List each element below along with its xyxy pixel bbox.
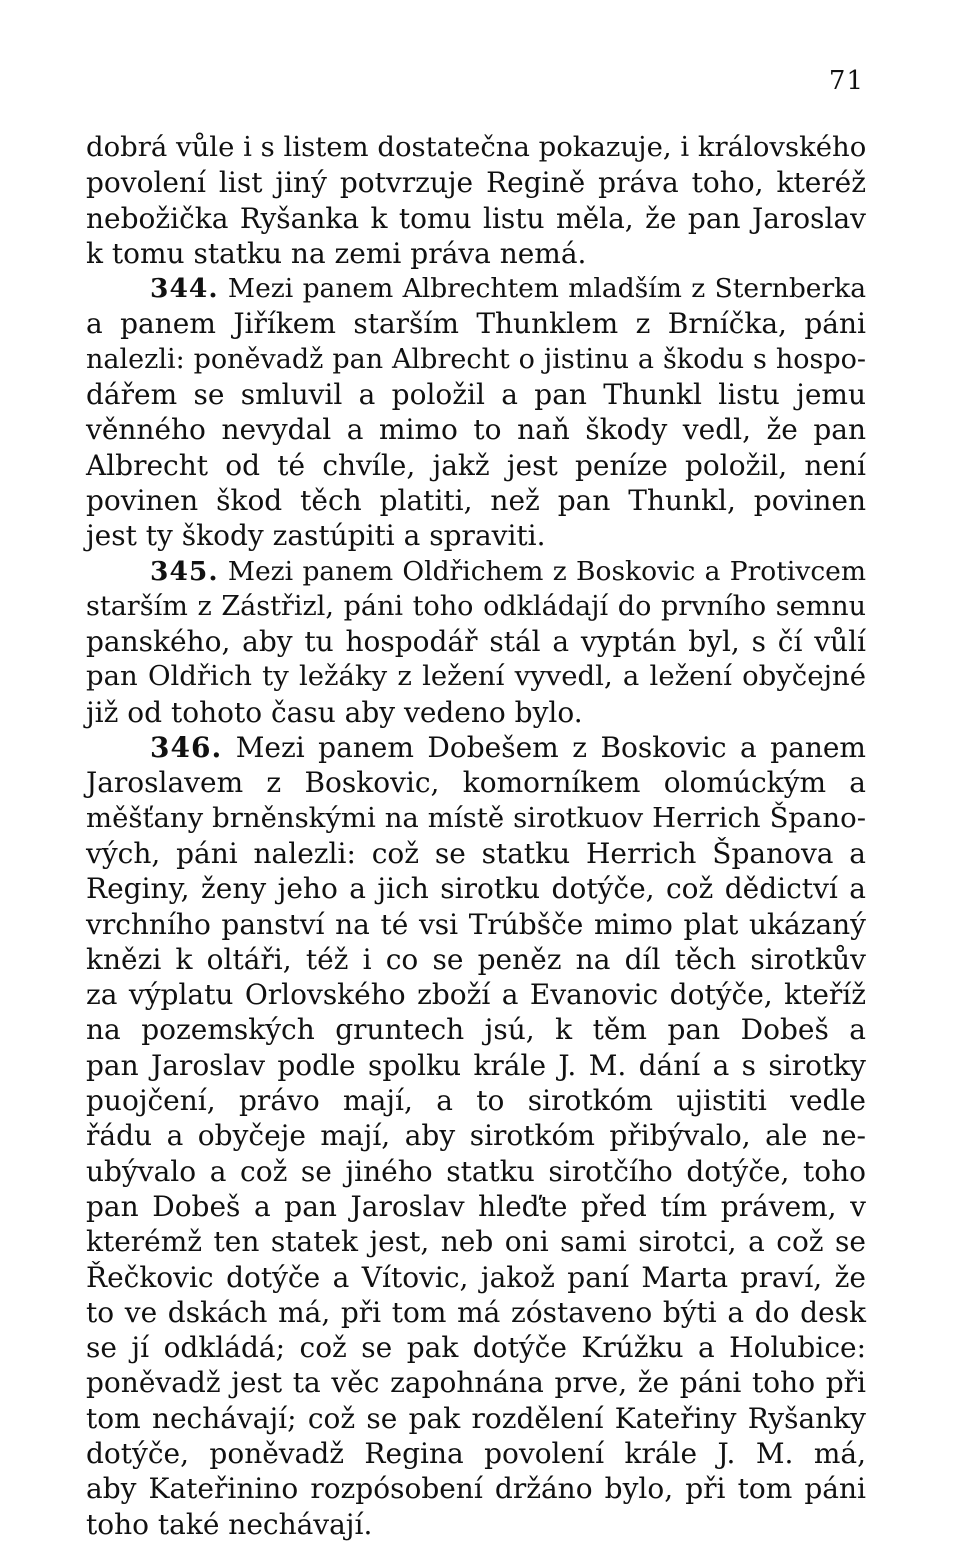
line-text: kterémž ten statek jest, neb oni sami sirotci, a což se: [86, 1225, 866, 1259]
line-text: puojčení, právo mají, a to sirotkóm ujistiti vedle: [86, 1084, 866, 1118]
text-line: [86, 1365, 866, 1400]
text-line: [86, 1224, 866, 1259]
line-text: knězi k oltáři, též i co se peněz na díl těch sirotkův: [86, 942, 866, 976]
text-line: [86, 236, 866, 271]
page-number: 71: [828, 66, 864, 96]
text-line: [86, 1154, 866, 1189]
line-text: panského, aby tu hospodář stál a vyptán byl, s čí vůlí: [86, 625, 866, 659]
line-text: vrchního panství na té vsi Trúbšče mimo plat ukázaný: [86, 907, 866, 941]
text-line: [86, 377, 866, 412]
text-line: [86, 1471, 866, 1506]
text-line: [86, 1401, 866, 1436]
line-text: dotýče, poněvadž Regina povolení krále J. M. má,: [86, 1436, 866, 1470]
section-start-line: [86, 554, 866, 589]
text-line: [86, 765, 866, 800]
text-line: [86, 1012, 866, 1047]
text-line: [86, 659, 866, 694]
line-text: povolení list jiný potvrzuje Regině práva toho, kteréž: [86, 166, 866, 200]
text-line: [86, 165, 866, 200]
line-text: nebožička Ryšanka k tomu listu měla, že pan Jaroslav: [86, 201, 866, 235]
line-text: na pozemských gruntech jsú, k těm pan Dobeš a: [86, 1013, 866, 1047]
text-line: [86, 306, 866, 341]
line-text: pan Jaroslav podle spolku krále J. M. dání a s sirotky: [86, 1048, 866, 1082]
line-text: dářem se smluvil a položil a pan Thunkl listu jemu: [86, 378, 866, 412]
text-line: [86, 201, 866, 236]
line-text: aby Kateřinino rozpósobení držáno bylo, při tom páni: [86, 1472, 866, 1506]
section-number: 345.: [150, 555, 219, 587]
text-line: [86, 1118, 866, 1153]
text-line: [86, 695, 866, 730]
text-line: [86, 801, 866, 836]
line-text: řádu a obyčeje mají, aby sirotkóm přibývalo, ale ne-: [86, 1119, 866, 1153]
line-text: povinen škod těch platiti, než pan Thunkl, povinen: [86, 483, 866, 517]
text-line: [86, 589, 866, 624]
line-text: nalezli: poněvadž pan Albrecht o jistinu a škodu s hospo-: [86, 343, 866, 375]
line-text: věnného nevydal a mimo to naň škody vedl, že pan: [86, 413, 866, 447]
text-line: [86, 518, 866, 553]
text-line: [86, 1330, 866, 1365]
section-start-line: [86, 271, 866, 306]
text-line: [86, 412, 866, 447]
line-text: vých, páni nalezli: což se statku Herrich Španova a: [86, 836, 866, 870]
text-line: [86, 977, 866, 1012]
text-line: [86, 130, 866, 165]
line-text: Mezi panem Albrechtem mladším z Sternberka: [218, 273, 866, 305]
text-line: [86, 342, 866, 377]
line-text: měšťany brněnskými na místě sirotkuov Herrich Špano-: [86, 801, 866, 834]
text-line: [86, 1436, 866, 1471]
section-start-line: [86, 730, 866, 765]
line-text: ubývalo a což se jiného statku sirotčího dotýče, toho: [86, 1154, 866, 1188]
line-text: Albrecht od té chvíle, jakž jest peníze položil, není: [86, 448, 866, 482]
text-line: [86, 871, 866, 906]
text-line: [86, 448, 866, 483]
line-text: k tomu statku na zemi práva nemá.: [86, 236, 587, 270]
text-line: [86, 1083, 866, 1118]
line-text: a panem Jiříkem starším Thunklem z Brníčka, páni: [86, 307, 866, 341]
line-text: tom nechávají; což se pak rozdělení Kateřiny Ryšanky: [86, 1401, 866, 1435]
section-number: 346.: [150, 731, 223, 765]
line-text: dobrá vůle i s listem dostatečna pokazuje, i královského: [86, 131, 867, 163]
line-text: to ve dskách má, při tom má zóstaveno býti a do desk: [86, 1295, 866, 1329]
text-line: [86, 836, 866, 871]
line-text: toho také nechávají.: [86, 1507, 373, 1541]
line-text: Řečkovic dotýče a Vítovic, jakož paní Marta praví, že: [86, 1260, 866, 1294]
line-text: starším z Zástřizl, páni toho odkládají do prvního semnu: [86, 590, 866, 622]
line-text: Mezi panem Dobešem z Boskovic a panem: [222, 731, 866, 765]
line-text: již od tohoto času aby vedeno bylo.: [86, 695, 583, 729]
line-text: Jaroslavem z Boskovic, komorníkem olomúckým a: [86, 766, 866, 800]
body-text: [86, 130, 866, 1542]
section-number: 344.: [150, 273, 219, 305]
text-line: [86, 624, 866, 659]
line-text: jest ty škody zastúpiti a spraviti.: [86, 519, 546, 553]
text-line: [86, 1189, 866, 1224]
text-line: [86, 1048, 866, 1083]
text-line: [86, 942, 866, 977]
line-text: Reginy, ženy jeho a jich sirotku dotýče, což dědictví a: [86, 872, 866, 906]
line-text: pan Oldřich ty ležáky z ležení vyvedl, a ležení obyčejné: [86, 660, 866, 693]
line-text: se jí odkládá; což se pak dotýče Krúžku a Holubice:: [86, 1331, 866, 1365]
line-text: za výplatu Orlovského zboží a Evanovic dotýče, kteříž: [86, 978, 866, 1012]
text-line: [86, 1295, 866, 1330]
line-text: Mezi panem Oldřichem z Boskovic a Protivcem: [218, 555, 866, 587]
line-text: pan Dobeš a pan Jaroslav hleďte před tím právem, v: [86, 1189, 866, 1223]
text-line: [86, 907, 866, 942]
text-line: [86, 483, 866, 518]
line-text: poněvadž jest ta věc zapohnána prve, že páni toho při: [86, 1366, 866, 1400]
text-line: [86, 1260, 866, 1295]
text-line: [86, 1507, 866, 1542]
